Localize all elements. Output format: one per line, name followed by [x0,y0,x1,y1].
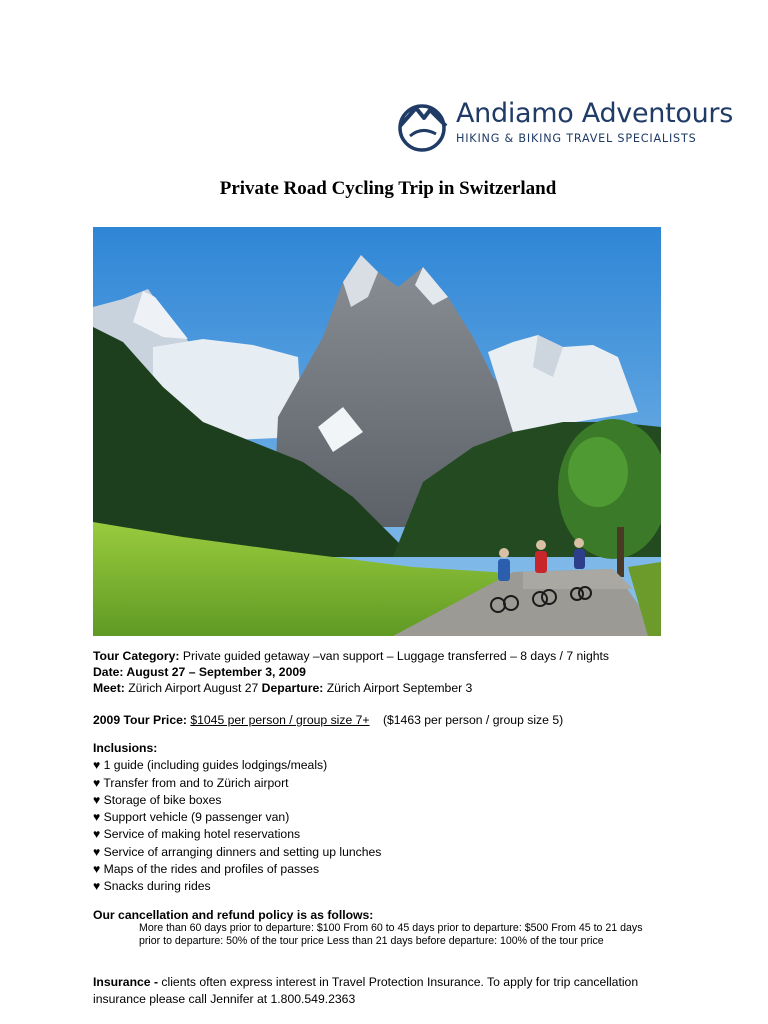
tour-price-main: $1045 per person / group size 7+ [190,713,370,727]
list-item: ♥ Snacks during rides [93,879,211,894]
meet-departure-line [93,680,472,697]
insurance-paragraph [93,974,653,1008]
tour-category-line [93,648,609,665]
list-item: ♥ Service of arranging dinners and setting up lunches [93,844,382,859]
logo-company-name: Andiamo Adventours [456,98,733,129]
list-item: ♥ Maps of the rides and profiles of passes [93,862,320,877]
tour-price-alt: ($1463 per person / group size 5) [382,713,564,727]
list-item: ♥ Support vehicle (9 passenger van) [93,810,290,825]
inclusions-heading: Inclusions: [93,741,158,755]
mountain-logo-icon [396,96,452,154]
inclusions-list [93,740,381,896]
departure-label: Departure: [261,681,324,695]
tour-category-label: Tour Category: [93,649,180,663]
meet-label: Meet: [93,681,125,695]
tour-category-value: Private guided getaway –van support – Luggage transferred – 8 days / 7 nights [179,649,610,663]
mountain-cyclists-photo [93,227,661,636]
company-logo [388,92,733,158]
list-item: ♥ Storage of bike boxes [93,792,222,807]
cancellation-heading: Our cancellation and refund policy is as follows: [93,908,374,922]
tour-price-line [93,712,563,729]
logo-tagline: HIKING & BIKING TRAVEL SPECIALISTS [456,132,697,145]
tour-price-label: 2009 Tour Price: [93,713,187,727]
list-item: ♥ Transfer from and to Zürich airport [93,775,289,790]
page-title: Private Road Cycling Trip in Switzerland [219,178,557,199]
cancellation-policy-text: More than 60 days prior to departure: $100 From 60 to 45 days prior to departure: $500 From 45 to 21 days prior to departure: 50% of the tour price Less than 21 days before departure: 100% of the tour price [139,922,643,948]
list-item: ♥ 1 guide (including guides lodgings/meals) [93,758,328,773]
departure-value: Zürich Airport September 3 [323,681,473,695]
tour-date: Date: August 27 – September 3, 2009 [93,665,306,679]
insurance-text: clients often express interest in Travel Protection Insurance. To apply for trip cancellation insurance please call Jennifer at 1.800.549.2363 [93,975,639,1006]
list-item: ♥ Service of making hotel reservations [93,827,301,842]
meet-value: Zürich Airport August 27 [124,681,262,695]
insurance-label: Insurance - [93,975,159,989]
